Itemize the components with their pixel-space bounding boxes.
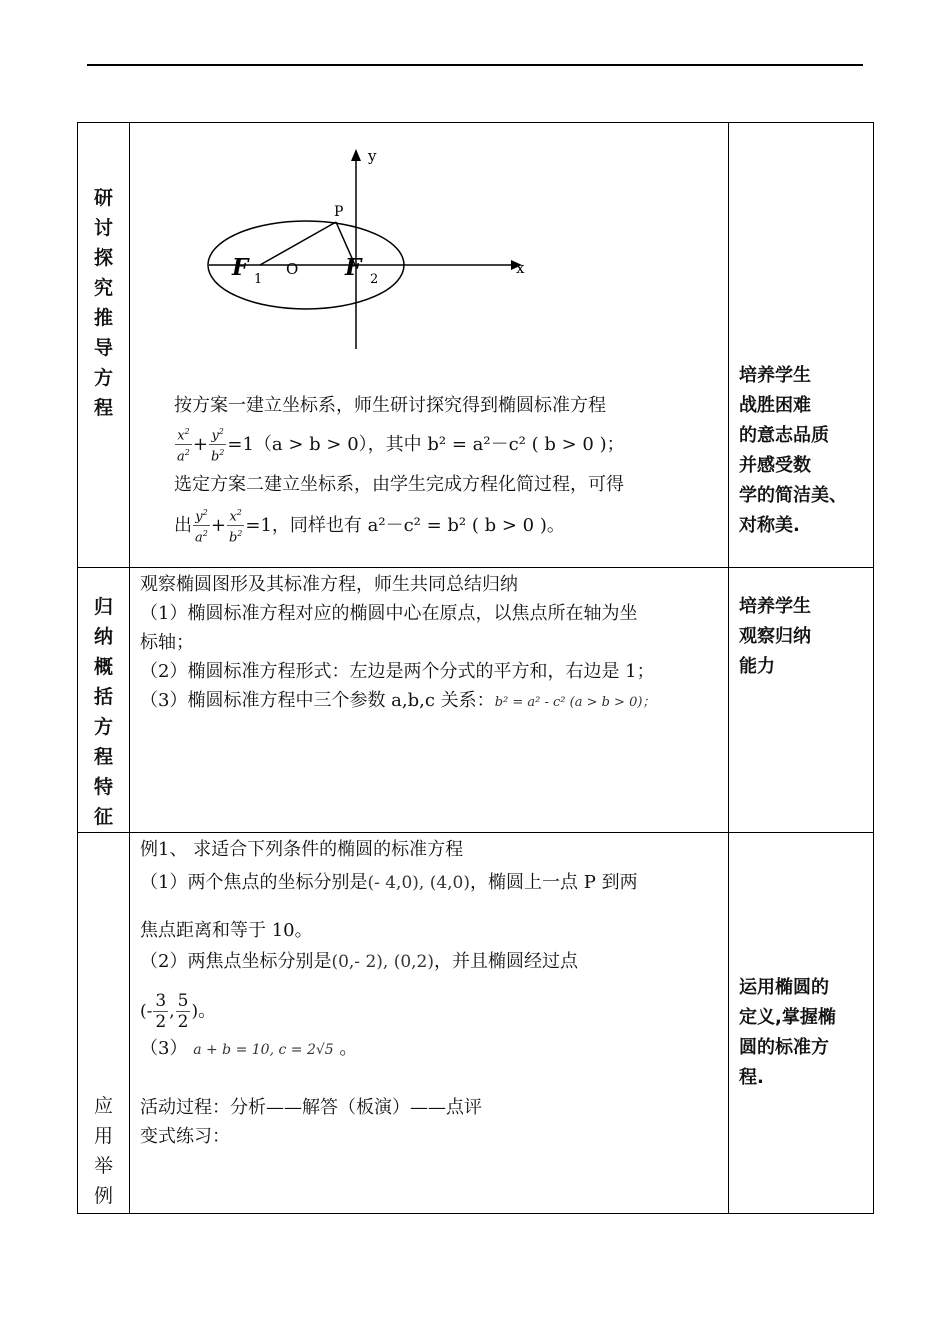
row3-label-cell [78, 833, 130, 1214]
example-item2-point: (- $\frac{3}{2}$ , $\frac{5}{2}$ )。 [140, 991, 217, 1032]
focus-f1-label: F [232, 254, 249, 281]
row1-eq1-text: =1（a > b > 0），其中 b² = a²－c² ( b > 0 )； [227, 433, 625, 455]
row2-label: 归 纳 概 括 方 程 特 征 [93, 596, 113, 828]
example-item1: （1）两个焦点的坐标分别是(- 4,0), (4,0)，椭圆上一点 P 到两 [140, 872, 638, 893]
row3-text [130, 833, 728, 1151]
ellipse-figure [130, 123, 729, 385]
row1-goal: 培养学生 战胜困难 的意志品质 并感受数 学的简洁美、 对称美. [739, 365, 847, 536]
example-item1-cont: 焦点距离和等于 10。 [140, 920, 313, 941]
row1-goal-cell [729, 123, 874, 568]
frac-y2-a2: $\frac{y^2}{a^2}$ [193, 505, 210, 547]
header-rule [87, 64, 863, 66]
variant-line: 变式练习： [140, 1126, 230, 1147]
row1-content [130, 123, 729, 568]
row3-content [130, 833, 729, 1214]
row3-label: 应 用 举 例 [93, 1095, 113, 1207]
row2-label-cell [78, 568, 130, 833]
row2-goal-cell [729, 568, 874, 833]
frac-x2-b2: $\frac{x^2}{b^2}$ [227, 505, 244, 547]
relation-formula: b² = a² - c² (a > b > 0)； [494, 695, 656, 710]
row1-line1: 按方案一建立坐标系，师生研讨探究得到椭圆标准方程 [174, 395, 606, 416]
activity-line: 活动过程：分析——解答（板演）——点评 [140, 1097, 482, 1118]
row1-eq2-text: =1，同样也有 a²－c² = b² ( b > 0 )。 [245, 514, 565, 536]
row-examples [78, 833, 874, 1214]
example-item2: （2）两焦点坐标分别是(0,- 2), (0,2)，并且椭圆经过点 [140, 951, 579, 972]
example-title: 例1、 求适合下列条件的椭圆的标准方程 [140, 839, 464, 860]
focus-f2-label: F [345, 254, 362, 281]
row2-goal: 培养学生 观察归纳 能力 [739, 596, 811, 677]
axis-y-label: y [368, 147, 377, 165]
frac-y2-b2: $\frac{y^2}{b^2}$ [209, 424, 226, 466]
row3-goal-cell [729, 833, 874, 1214]
row1-line3: 选定方案二建立坐标系，由学生完成方程化简过程，可得 [174, 473, 624, 495]
frac-x2-a2: $\frac{x^2}{a^2}$ [175, 424, 192, 466]
focus-f1-sub: 1 [254, 272, 263, 287]
point-p-label: P [334, 204, 344, 220]
row2-text: 观察椭圆图形及其标准方程，师生共同总结归纳 （1）椭圆标准方程对应的椭圆中心在原点，以焦点所在轴为坐 标轴； （2）椭圆标准方程形式：左边是两个分式的平方和，右边是 1； （3）椭圆标准方程中三个参数 a,b,c 关系：b² = a² - c² (a > b > 0)； [140, 574, 656, 711]
row1-label-cell [78, 123, 130, 568]
row1-eq2: 出 $\frac{y^2}{a^2}$ + $\frac{x^2}{b^2}$ =1，同样也有 a²－c² = b² ( b > 0 )。 [174, 505, 728, 547]
focus-f2-sub: 2 [370, 272, 379, 287]
row2-content [130, 568, 729, 833]
row1-text [130, 391, 728, 546]
lesson-table [77, 122, 874, 1214]
row-derive [78, 123, 874, 568]
example-item3: （3） a + b = 10, c = 2√5 。 [140, 1038, 358, 1059]
row1-label: 研 讨 探 究 推 导 方 程 [93, 187, 113, 419]
origin-label: O [286, 260, 299, 278]
row3-goal: 运用椭圆的 定义,掌握椭 圆的标准方 程. [739, 977, 836, 1088]
axis-x-label: x [516, 259, 525, 277]
row-summary [78, 568, 874, 833]
row1-eq1: $\frac{x^2}{a^2}$ + $\frac{y^2}{b^2}$ =1（a > b > 0），其中 b² = a²－c² ( b > 0 )； [174, 424, 728, 466]
